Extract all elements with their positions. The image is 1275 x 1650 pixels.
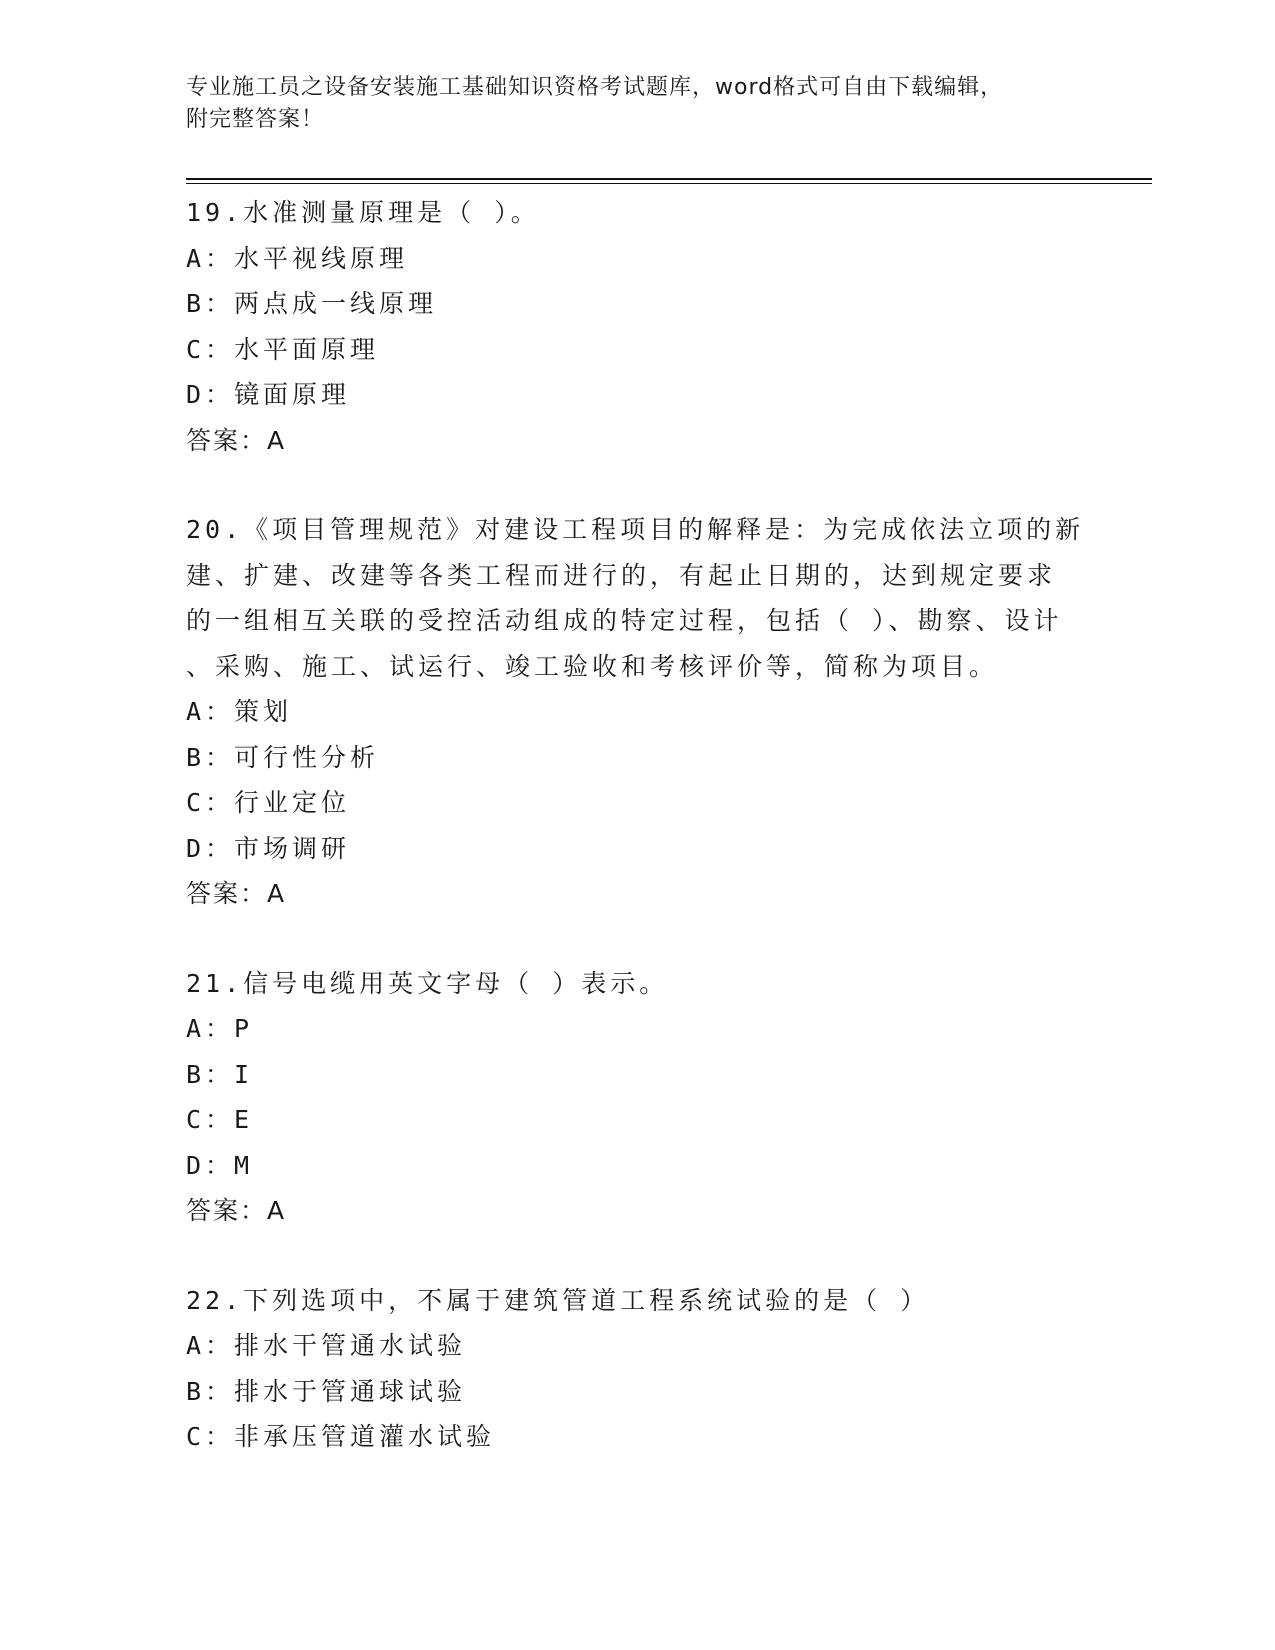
question-stem: 建、扩建、改建等各类工程而进行的，有起止日期的，达到规定要求 <box>186 560 1057 590</box>
question-stem: 19.水准测量原理是（ ）。 <box>186 198 540 227</box>
answer-label: 答案：A <box>186 1196 287 1225</box>
option-b: B：可行性分析 <box>186 742 380 772</box>
question-20 <box>186 507 1106 917</box>
question-19 <box>186 190 1106 463</box>
answer-label: 答案：A <box>186 425 287 455</box>
option-d: D：镜面原理 <box>186 380 351 409</box>
question-22 <box>186 1278 1106 1460</box>
question-21 <box>186 961 1106 1234</box>
option-c: C：行业定位 <box>186 788 351 817</box>
question-stem: 的一组相互关联的受控活动组成的特定过程，包括（ ）、勘察、设计 <box>186 606 1063 635</box>
question-stem: 22.下列选项中，不属于建筑管道工程系统试验的是（ ） <box>186 1285 930 1315</box>
option-a: A：策划 <box>186 697 293 726</box>
option-d: D：市场调研 <box>186 833 351 863</box>
question-stem: 21.信号电缆用英文字母（ ）表示。 <box>186 968 669 998</box>
spacer <box>186 1234 1106 1278</box>
option-a: A：排水干管通水试验 <box>186 1331 467 1360</box>
option-a: A：水平视线原理 <box>186 243 409 273</box>
option-b: B：I <box>186 1059 254 1089</box>
header-line-1: 专业施工员之设备安装施工基础知识资格考试题库，word格式可自由下载编辑， <box>186 75 1004 100</box>
option-b: B：排水于管通球试验 <box>186 1376 467 1406</box>
spacer <box>186 463 1106 507</box>
question-list <box>186 190 1106 1460</box>
option-c: C：水平面原理 <box>186 334 380 364</box>
question-stem: 、采购、施工、试运行、竣工验收和考核评价等，简称为项目。 <box>186 651 999 681</box>
option-a: A：P <box>186 1014 254 1043</box>
document-header <box>186 72 1086 136</box>
spacer <box>186 917 1106 961</box>
question-stem: 20.《项目管理规范》对建设工程项目的解释是：为完成依法立项的新 <box>186 515 1085 544</box>
header-divider-thick <box>186 178 1152 180</box>
answer-label: 答案：A <box>186 879 287 908</box>
option-d: D：M <box>186 1150 254 1180</box>
header-line-2: 附完整答案！ <box>186 107 325 132</box>
option-b: B：两点成一线原理 <box>186 289 438 318</box>
option-c: C：E <box>186 1105 254 1134</box>
option-c: C：非承压管道灌水试验 <box>186 1422 496 1451</box>
header-divider-thin <box>186 183 1152 184</box>
